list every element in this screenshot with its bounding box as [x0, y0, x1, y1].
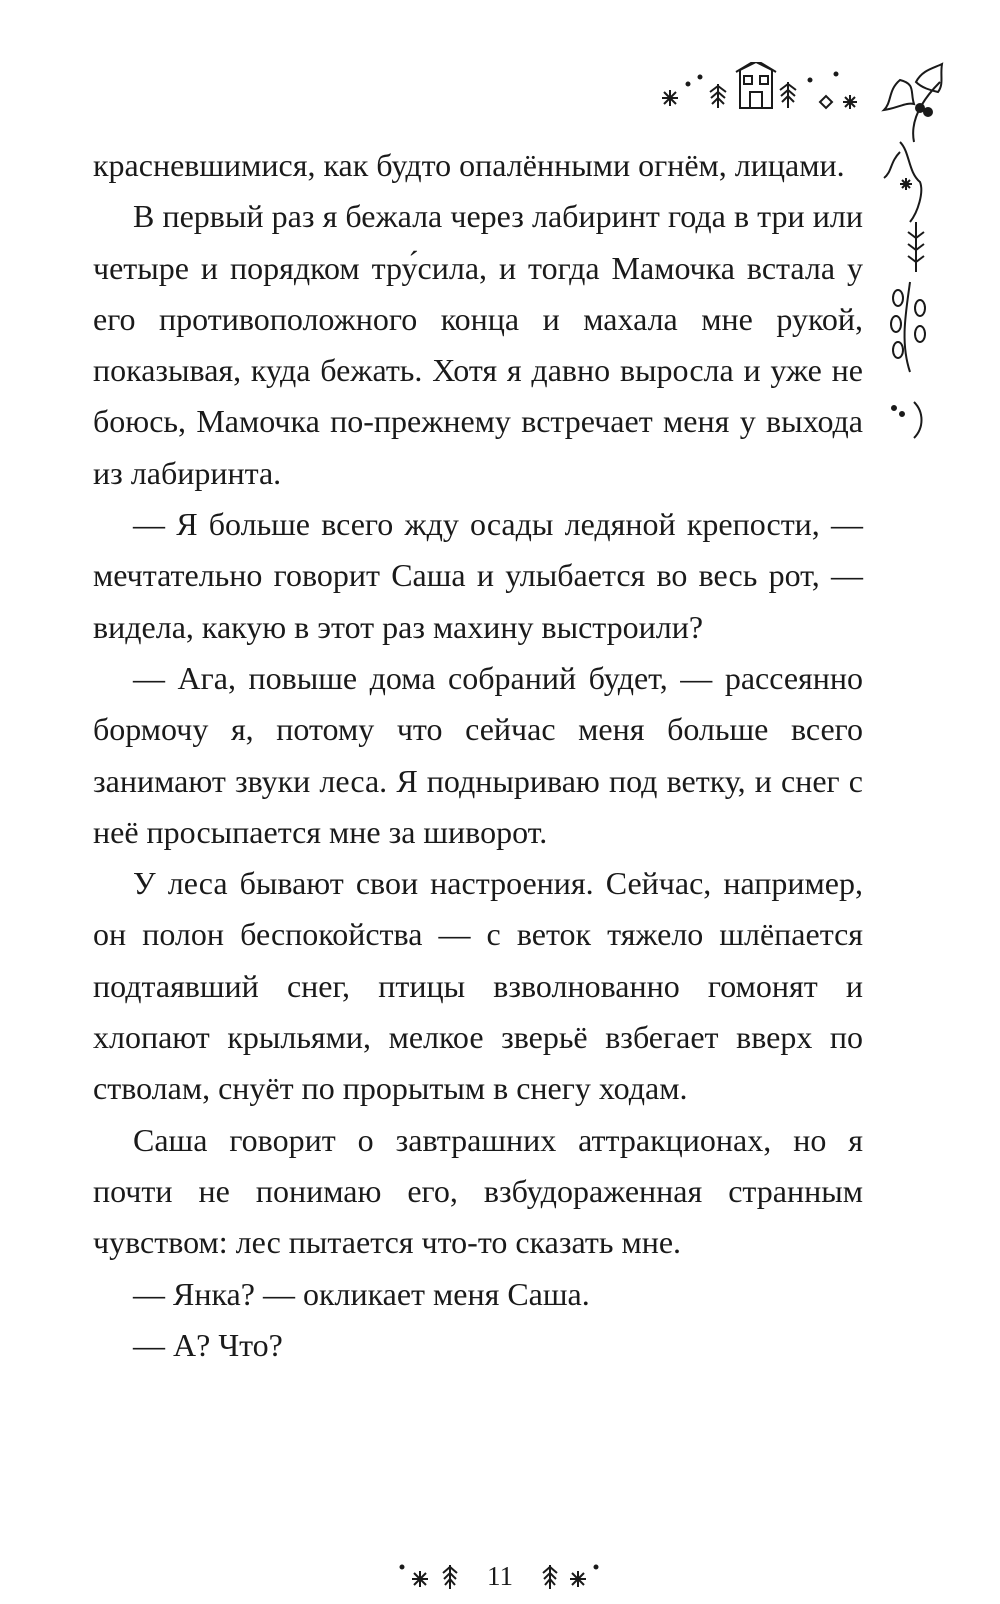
snowflake-tree-left-icon	[398, 1561, 468, 1591]
paragraph: — Ага, повыше дома собраний будет, — рассеянно бормочу я, потому что сейчас меня больше всего занимают звуки леса. Я подныриваю под ветку, и снег с неё просыпается мне за шиворот.	[93, 659, 863, 850]
snowflake-tree-right-icon	[532, 1561, 602, 1591]
paragraph: В первый раз я бежала через лабиринт года в три или четыре и порядком тру́сила, и тогда Мамочка встала у его противоположного конца и махала мне рукой, показывая, куда бежать. Хотя я давно выросла и уже не боюсь, Мамочка по-прежнему встречает меня у выхода из лабиринта.	[93, 198, 863, 491]
paragraph: — А? Что?	[133, 1326, 283, 1363]
paragraph: красневшимися, как будто опалёнными огнём, лицами.	[93, 147, 845, 183]
paragraph: — Я больше всего жду осады ледяной крепости, — мечтательно говорит Саша и улыбается во весь рот, — видела, какую в этот раз махину выстроили?	[93, 506, 863, 645]
paragraph: У леса бывают свои настроения. Сейчас, например, он полон беспокойства — с веток тяжело шлёпается подтаявший снег, птицы взволнованно гомонят и хлопают крыльями, мелкое зверьё взбегает вверх по стволам, снуёт по прорытым в снегу ходам.	[93, 865, 863, 1107]
body-text	[93, 140, 863, 1371]
paragraph: Саша говорит о завтрашних аттракционах, но я почти не понимаю его, взбудораженная странным чувством: лес пытается что-то сказать мне.	[93, 1121, 863, 1261]
paragraph: — Янка? — окликает меня Саша.	[133, 1275, 590, 1312]
cabin-ornament-icon	[660, 62, 890, 122]
holly-branch-icon	[880, 62, 990, 462]
page-footer	[0, 1558, 1000, 1591]
page-number: 11	[487, 1560, 513, 1591]
